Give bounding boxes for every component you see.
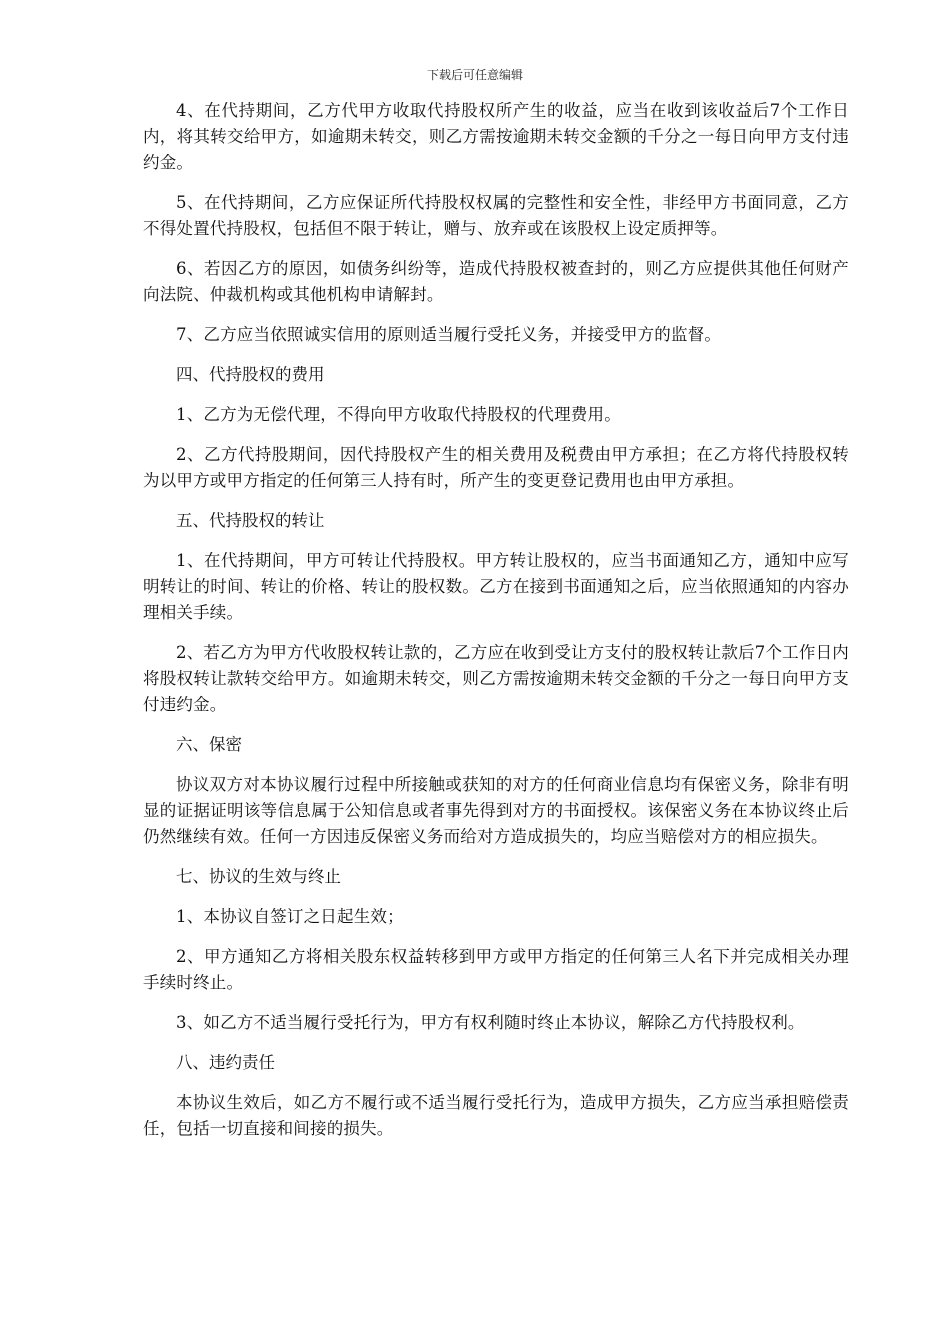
clause-6-confidentiality: 协议双方对本协议履行过程中所接触或获知的对方的任何商业信息均有保密义务，除非有明显的证据证明该等信息属于公知信息或者事先得到对方的书面授权。该保密义务在本协议终止后仍然继续有效。任何一方因违反保密义务而给对方造成损失的，均应当赔偿对方的相应损失。 xyxy=(143,775,849,846)
clause-4-1: 1、乙方为无偿代理，不得向甲方收取代持股权的代理费用。 xyxy=(176,405,621,424)
clause-7-1: 1、本协议自签订之日起生效； xyxy=(176,907,404,926)
page-header: 下载后可任意编辑 xyxy=(426,68,523,82)
clause-7-2: 2、甲方通知乙方将相关股东权益转移到甲方或甲方指定的任何第三人名下并完成相关办理手续时终止。 xyxy=(143,947,849,992)
document-body xyxy=(143,98,849,1156)
clause-4-2: 2、乙方代持股期间，因代持股权产生的相关费用及税费由甲方承担；在乙方将代持股权转为以甲方或甲方指定的任何第三人持有时，所产生的变更登记费用也由甲方承担。 xyxy=(143,445,849,490)
section-heading-8: 八、违约责任 xyxy=(176,1053,275,1072)
clause-7-3: 3、如乙方不适当履行受托行为，甲方有权利随时终止本协议，解除乙方代持股权利。 xyxy=(176,1013,805,1032)
clause-3-7: 7、乙方应当依照诚实信用的原则适当履行受托义务，并接受甲方的监督。 xyxy=(176,325,722,344)
section-heading-4: 四、代持股权的费用 xyxy=(176,365,325,384)
section-heading-6: 六、保密 xyxy=(176,735,242,754)
section-heading-7: 七、协议的生效与终止 xyxy=(176,867,341,886)
clause-3-5: 5、在代持期间，乙方应保证所代持股权权属的完整性和安全性，非经甲方书面同意，乙方不得处置代持股权，包括但不限于转让，赠与、放弃或在该股权上设定质押等。 xyxy=(143,193,849,238)
clause-8-liability: 本协议生效后，如乙方不履行或不适当履行受托行为，造成甲方损失，乙方应当承担赔偿责任，包括一切直接和间接的损失。 xyxy=(143,1093,849,1138)
clause-3-4: 4、在代持期间，乙方代甲方收取代持股权所产生的收益，应当在收到该收益后7个工作日内，将其转交给甲方，如逾期未转交，则乙方需按逾期未转交金额的千分之一每日向甲方支付违约金。 xyxy=(143,101,849,172)
clause-3-6: 6、若因乙方的原因，如债务纠纷等，造成代持股权被查封的，则乙方应提供其他任何财产向法院、仲裁机构或其他机构申请解封。 xyxy=(143,259,849,304)
clause-5-1: 1、在代持期间，甲方可转让代持股权。甲方转让股权的，应当书面通知乙方，通知中应写明转让的时间、转让的价格、转让的股权数。乙方在接到书面通知之后，应当依照通知的内容办理相关手续。 xyxy=(143,551,849,622)
clause-5-2: 2、若乙方为甲方代收股权转让款的，乙方应在收到受让方支付的股权转让款后7个工作日内将股权转让款转交给甲方。如逾期未转交，则乙方需按逾期未转交金额的千分之一每日向甲方支付违约金。 xyxy=(143,643,849,714)
section-heading-5: 五、代持股权的转让 xyxy=(176,511,325,530)
